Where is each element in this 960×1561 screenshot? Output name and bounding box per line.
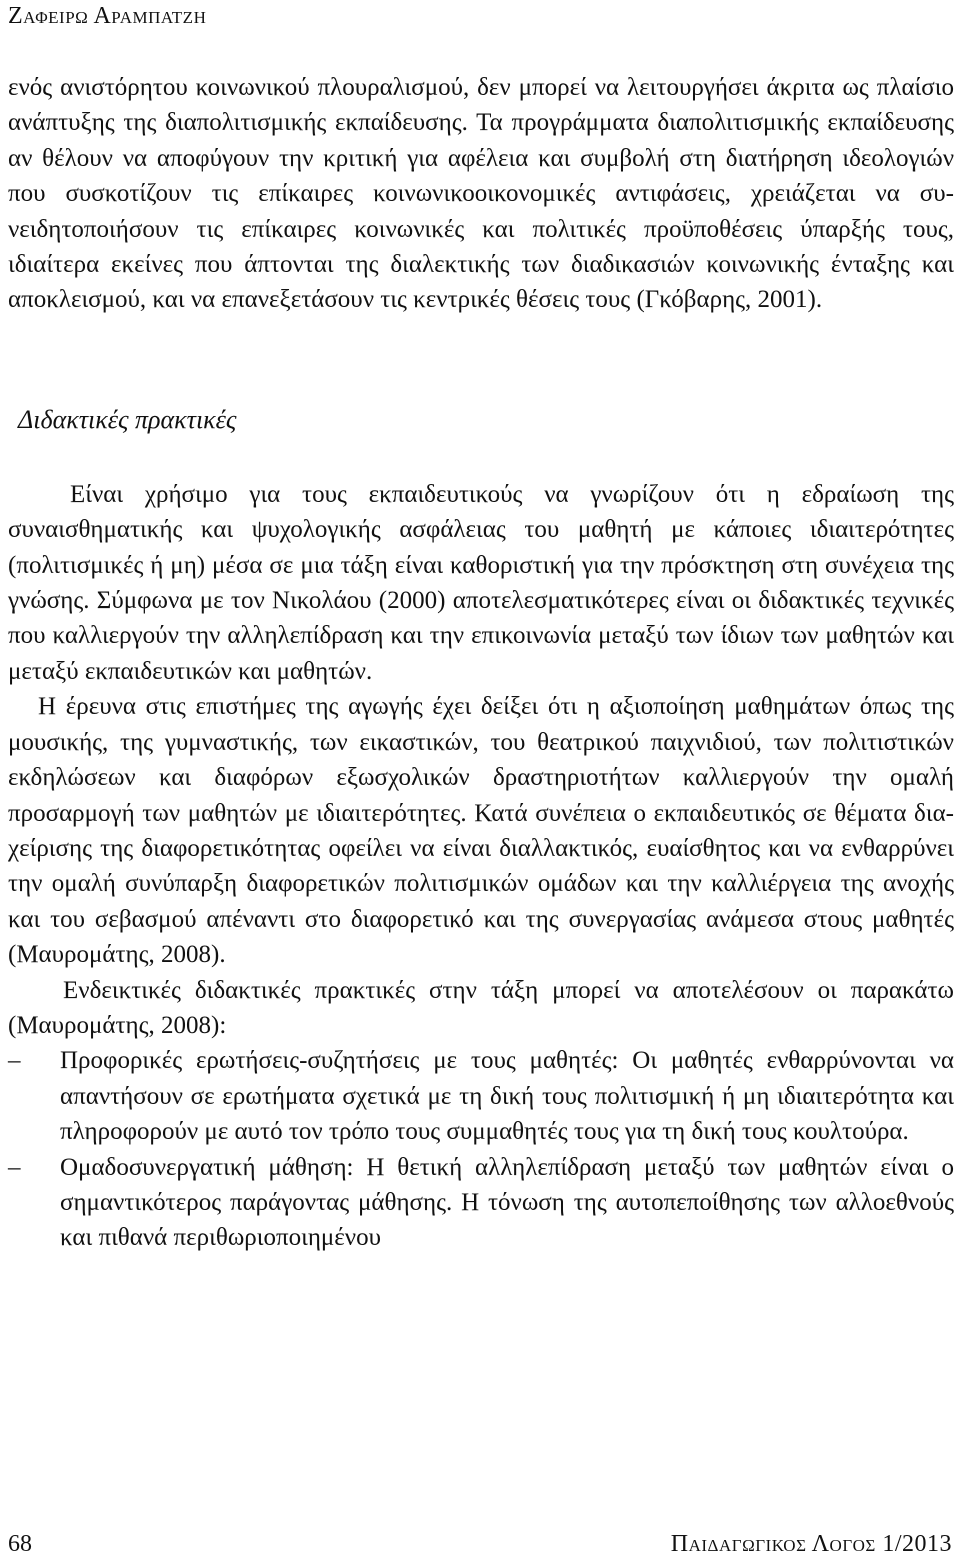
running-head-author: Ζαφειρω Αραμπατζη [8, 3, 207, 29]
page-number: 68 [8, 1531, 32, 1557]
practices-list [8, 1043, 954, 1255]
list-item-text: Προφορικές ερωτήσεις-συζητήσεις με τους μαθητές: Οι μαθητές ενθαρρύνονται να απαντήσουν σε ερωτήματα σχετικά με τη δική τους πολιτισμική ή μη ιδιαιτερότητα και πληροφορούν με αυτό τον τρόπο τους συμμαθητές τους για τη δική τους κουλτούρα. [60, 1047, 954, 1146]
paragraph-intro: ενός ανιστόρητου κοινωνικού πλουραλισμού, δεν μπορεί να λειτουργήσει άκριτα ως πλαίσιο ανάπτυξης της διαπολιτισμικής εκπαίδευσης. Τα προγράμματα διαπολιτισμικής εκπαίδευσης αν θέλουν να αποφύγουν την κριτική για αφέλεια και συμβολή στη διατήρηση ιδεολογιών που συσκοτίζουν τις επίκαιρες κοινωνικοοικονομικές αντιφάσεις, χρειάζεται να συνειδητοποιήσουν τις επίκαιρες κοινωνικές και πολιτικές προϋποθέσεις ύπαρξής τους, ιδιαίτερα εκείνες που άπτονται της διαλεκτικής των διαδικασιών κοινωνικής ένταξης και αποκλεισμού, και να επανεξετάσουν τις κεντρικές θέσεις τους (Γκόβαρης, 2001). [8, 74, 954, 314]
dash-bullet: – [8, 1047, 21, 1075]
body-text [8, 70, 954, 1256]
journal-title: Παιδαγωγικος Λογος 1/2013 [670, 1531, 952, 1557]
list-item [8, 1150, 954, 1256]
list-item [8, 1043, 954, 1149]
paragraph-2: Η έρευνα στις επιστήμες της αγωγής έχει δείξει ότι η αξιοποίηση μαθημάτων όπως της μουσικής, της γυμναστικής, των εικαστικών, του θεατρικού παιχνιδιού, των πολιτιστικών εκδηλώσεων και διαφόρων εξωσχολικών δραστηριοτήτων καλλιεργούν την ομαλή προσαρμογή των μαθητών με ιδιαιτερότητες. Κατά συνέπεια ο εκπαιδευτικός σε θέματα διαχείρισης της διαφορετικότητας οφείλει να είναι διαλλακτικός, ευαίσθητος και να ενθαρρύνει την ομαλή συνύπαρξη διαφορετικών πολιτισμικών ομάδων και την καλλιέργεια της ανοχής και του σεβασμού απέναντι στο διαφορετικό και της συνεργασίας ανάμεσα στους μαθητές (Μαυρομάτης, 2008). [8, 693, 954, 969]
list-item-text: Ομαδοσυνεργατική μάθηση: Η θετική αλληλεπίδραση μεταξύ των μαθητών είναι ο σημαντικότερος παράγοντας μάθησης. Η τόνωση της αυτοπεποίθησης των αλλοεθνούς και πιθανά περιθωριοποιημένου [60, 1153, 954, 1252]
section-heading: Διδακτικές πρακτικές [18, 404, 237, 434]
dash-bullet: – [8, 1153, 21, 1181]
paragraph-1: Είναι χρήσιμο για τους εκπαιδευτικούς να γνωρίζουν ότι η εδραίωση της συναισθηματικής και ψυχολογικής ασφάλειας του μαθητή με κάποιες ιδιαιτερότητες (πολιτισμικές ή μη) μέσα σε μια τάξη είναι καθοριστική για την πρόσκτηση στη συνέχεια της γνώσης. Σύμφωνα με τον Νικολάου (2000) αποτελεσματικότερες είναι οι διδακτικές τεχνικές που καλλιεργούν την αλληλεπίδραση και την επικοινωνία μεταξύ των ίδιων των μαθητών και μεταξύ εκπαιδευτικών και μαθητών. [8, 480, 954, 685]
paragraph-3: Ενδεικτικές διδακτικές πρακτικές στην τάξη μπορεί να αποτελέσουν οι παρακάτω (Μαυρομάτης, 2008): [8, 976, 954, 1039]
